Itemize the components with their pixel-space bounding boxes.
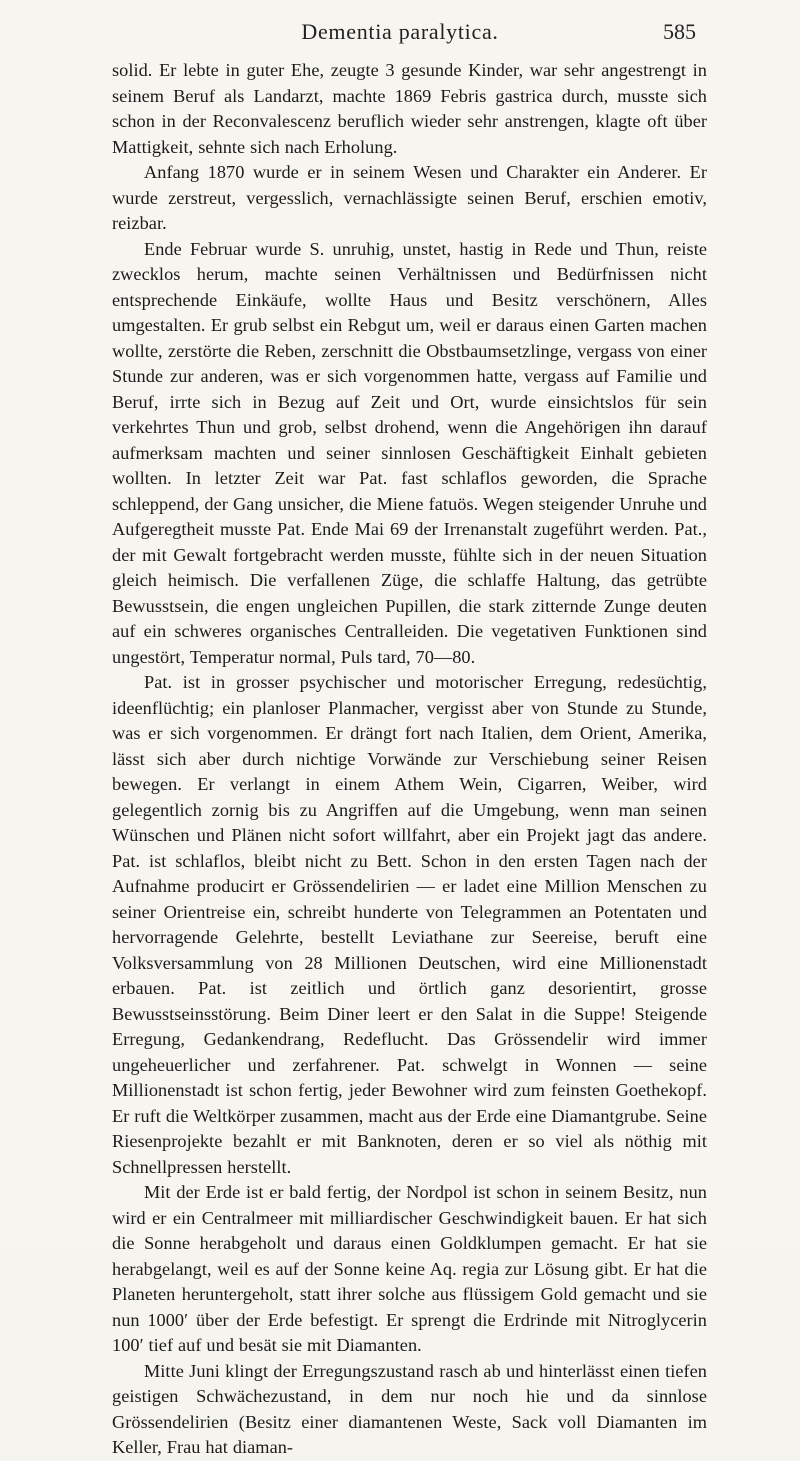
paragraph-2: Anfang 1870 wurde er in seinem Wesen und Charakter ein Anderer. Er wurde zerstreut, vergesslich, vernachlässigte seinen Beruf, erschien emotiv, reizbar. bbox=[112, 162, 707, 233]
running-title: Dementia paralytica. bbox=[301, 19, 499, 44]
page-header bbox=[0, 19, 800, 49]
paragraph-3: Ende Februar wurde S. unruhig, unstet, hastig in Rede und Thun, reiste zwecklos herum, machte seinen Verhältnissen und Bedürfnissen nicht entsprechende Einkäufe, wollte Haus und Besitz verschönern, Alles umgestalten. Er grub selbst ein Rebgut um, weil er daraus einen Garten machen wollte, zerstörte die Reben, zerschnitt die Obstbaumsetzlinge, vergass von einer Stunde zur anderen, was er sich vorgenommen hatte, vergass auf Familie und Beruf, irrte sich in Bezug auf Zeit und Ort, wurde einsichtslos für sein verkehrtes Thun und grob, selbst drohend, wenn die Angehörigen ihn darauf aufmerksam machten und seiner sinnlosen Geschäftigkeit Einhalt gebieten wollten. In letzter Zeit war Pat. fast schlaflos geworden, die Sprache schleppend, der Gang unsicher, die Miene fatuös. Wegen steigender Unruhe und Aufgeregtheit musste Pat. Ende Mai 69 der Irrenanstalt zugeführt werden. Pat., der mit Gewalt fortgebracht werden musste, fühlte sich in der neuen Situation gleich heimisch. Die verfallenen Züge, die schlaffe Haltung, das getrübte Bewusstsein, die engen ungleichen Pupillen, die stark zitternde Zunge deuten auf ein schweres organisches Centralleiden. Die vegetativen Funktionen sind ungestört, Temperatur normal, Puls tard, 70—80. bbox=[112, 238, 707, 667]
paragraph-4: Pat. ist in grosser psychischer und motorischer Erregung, redesüchtig, ideenflüchtig; ein planloser Planmacher, vergisst aber von Stunde zu Stunde, was er sich vorgenommen. Er drängt fort nach Italien, dem Orient, Amerika, lässt sich aber durch nichtige Vorwände zur Verschiebung seiner Reisen bewegen. Er verlangt in einem Athem Wein, Cigarren, Weiber, wird gelegentlich zornig bis zu Angriffen auf die Umgebung, wenn man seinen Wünschen und Plänen nicht sofort willfahrt, aber ein Projekt jagt das andere. Pat. ist schlaflos, bleibt nicht zu Bett. Schon in den ersten Tagen nach der Aufnahme producirt er Grössendelirien — er ladet eine Million Menschen zu seiner Orientreise ein, schreibt hunderte von Telegrammen an Potentaten und hervorragende Gelehrte, bestellt Leviathane zur Seereise, beruft eine Volksversammlung von 28 Millionen Deutschen, wird eine Millionenstadt erbauen. Pat. ist zeitlich und örtlich ganz desorientirt, grosse Bewusstseinsstörung. Beim Diner leert er den Salat in die Suppe! Steigende Erregung, Gedankendrang, Redeflucht. Das Grössendelir wird immer ungeheuerlicher und zerfahrener. Pat. schwelgt in Wonnen — seine Millionenstadt ist schon fertig, jeder Bewohner wird zum feinsten Goethekopf. Er ruft die Weltkörper zusammen, macht aus der Erde eine Diamantgrube. Seine Riesenprojekte bezahlt er mit Banknoten, deren er so viel als nöthig mit Schnellpressen herstellt. bbox=[112, 672, 707, 1177]
body-text bbox=[112, 58, 707, 1461]
page-number: 585 bbox=[663, 19, 696, 44]
paragraph-5: Mit der Erde ist er bald fertig, der Nordpol ist schon in seinem Besitz, nun wird er ein Centralmeer mit milliardischer Geschwindigkeit bauen. Er hat sich die Sonne herabgeholt und daraus einen Goldklumpen gemacht. Er hat sie herabgelangt, weil es auf der Sonne keine Aq. regia zur Lösung gibt. Er hat die Planeten heruntergeholt, statt ihrer solche aus flüssigem Gold gemacht und sie nun 1000′ über der Erde befestigt. Er sprengt die Erdrinde mit Nitroglycerin 100′ tief auf und besät sie mit Diamanten. bbox=[112, 1182, 707, 1355]
paragraph-6: Mitte Juni klingt der Erregungszustand rasch ab und hinterlässt einen tiefen geistigen Schwächezustand, in dem nur noch hie und da sinnlose Grössendelirien (Besitz einer diamantenen Weste, Sack voll Diamanten im Keller, Frau hat diaman- bbox=[112, 1360, 707, 1457]
paragraph-1: solid. Er lebte in guter Ehe, zeugte 3 gesunde Kinder, war sehr angestrengt in seinem Beruf als Landarzt, machte 1869 Febris gastrica durch, musste sich schon in der Reconvalescenz beruflich wieder sehr anstrengen, klagte oft über Mattigkeit, sehnte sich nach Erholung. bbox=[112, 60, 707, 157]
